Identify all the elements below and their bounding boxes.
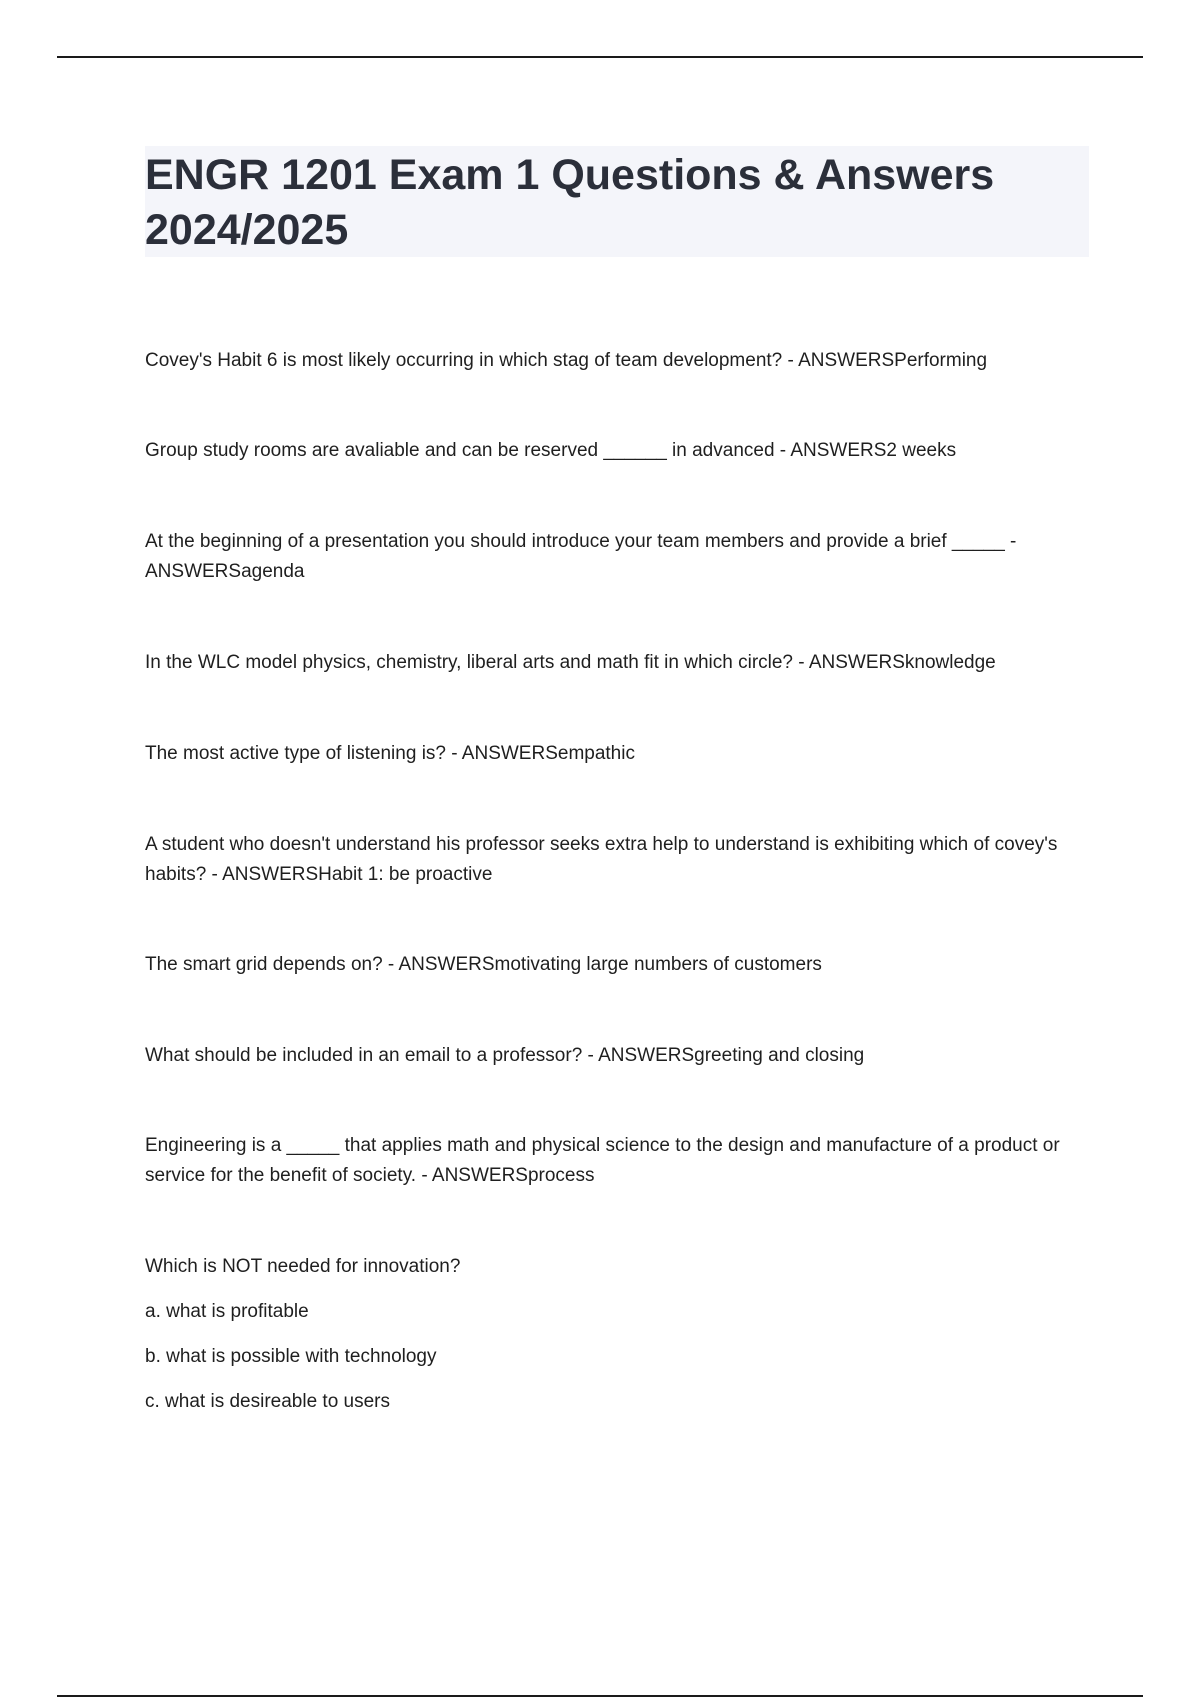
qa-item-1: Covey's Habit 6 is most likely occurring in which stag of team development? - ANSWERSPerforming	[145, 350, 988, 371]
title-banner	[145, 146, 1089, 257]
page-title: ENGR 1201 Exam 1 Questions & Answers 2024/2025	[145, 151, 995, 254]
qa-item-4: In the WLC model physics, chemistry, liberal arts and math fit in which circle? - ANSWERSknowledge	[145, 652, 996, 673]
qa-item-8: What should be included in an email to a professor? - ANSWERSgreeting and closing	[145, 1045, 865, 1066]
qa-item-2: Group study rooms are avaliable and can be reserved ______ in advanced - ANSWERS2 weeks	[145, 440, 957, 461]
option-b: b. what is possible with technology	[145, 1346, 437, 1367]
qa-item-6: A student who doesn't understand his professor seeks extra help to understand is exhibiting which of covey's habits? - ANSWERSHabit 1: be proactive	[145, 834, 1058, 885]
qa-item-9: Engineering is a _____ that applies math and physical science to the design and manufacture of a product or service for the benefit of society. - ANSWERSprocess	[145, 1135, 1060, 1186]
qa-item-5: The most active type of listening is? - ANSWERSempathic	[145, 743, 635, 764]
bottom-divider	[57, 1695, 1143, 1697]
top-divider	[57, 56, 1143, 58]
question-prompt: Which is NOT needed for innovation?	[145, 1256, 461, 1277]
option-c: c. what is desireable to users	[145, 1391, 391, 1412]
qa-item-7: The smart grid depends on? - ANSWERSmotivating large numbers of customers	[145, 954, 822, 975]
option-a: a. what is profitable	[145, 1301, 309, 1322]
qa-item-3: At the beginning of a presentation you should introduce your team members and provide a brief _____ - ANSWERSagenda	[145, 531, 1017, 582]
